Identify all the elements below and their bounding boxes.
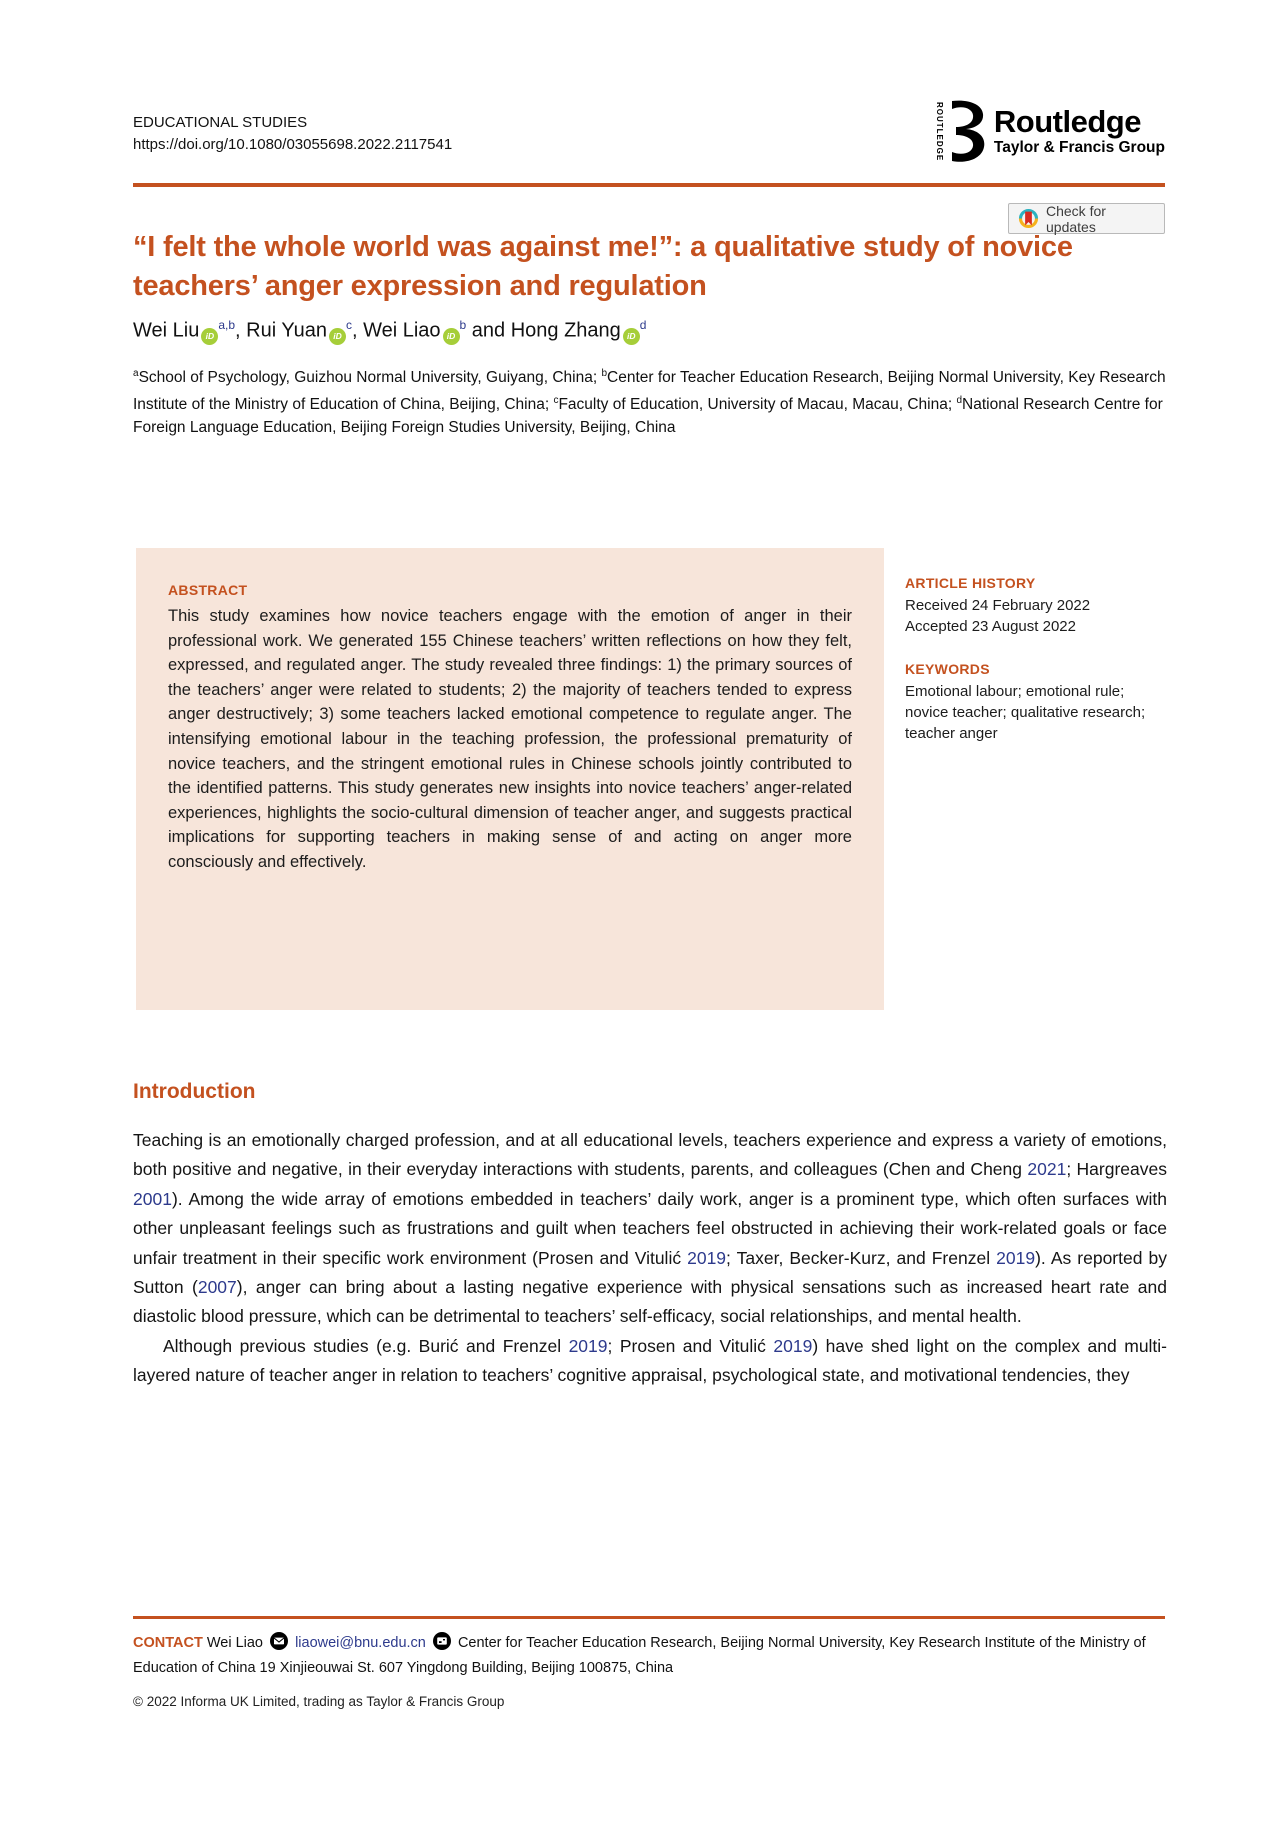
article-title: “I felt the whole world was against me!”: a qualitative study of novice teachers’ anger expression and regulation [133,231,1073,302]
publisher-name: Routledge [993,104,1141,139]
author-separator: and [466,319,511,342]
paragraph-text: ; Hargreaves [1066,1159,1168,1180]
header-divider [133,183,1165,187]
author-affil-sup: d [639,318,647,332]
affiliation-text: Center for Teacher Education Research, Beijing Normal University, Key Research Institute of the Ministry of Education of China, Beijing, China; [133,369,1166,414]
routledge-vertical-label: ROUTLEDGE [934,102,944,162]
orcid-icon[interactable]: iD [329,328,346,345]
affiliations [133,362,1169,439]
envelope-icon [270,1632,288,1657]
citation-link[interactable]: 2001 [133,1188,172,1209]
intro-paragraph-2 [133,1332,1167,1391]
received-date: Received 24 February 2022 [905,597,1091,614]
journal-name: EDUCATIONAL STUDIES [133,114,308,131]
article-meta-column [905,575,1170,744]
orcid-icon[interactable]: iD [201,328,218,345]
citation-link[interactable]: 2019 [996,1247,1036,1268]
paragraph-text: ; Taxer, Becker-Kurz, and Frenzel [726,1247,997,1268]
routledge-colophon-icon [948,100,990,169]
doi-link[interactable]: https://doi.org/10.1080/03055698.2022.2117541 [133,136,453,153]
publisher-names [994,100,1165,158]
intro-paragraph-1 [133,1126,1167,1332]
footer-divider [133,1616,1165,1619]
affiliation-sup: d [956,395,963,407]
paragraph-text: Although previous studies (e.g. Burić and Frenzel [163,1335,569,1356]
abstract-heading: ABSTRACT [168,582,248,598]
author-name: Wei Liu [133,319,200,342]
citation-link[interactable]: 2007 [197,1277,237,1298]
affiliation-sup: c [553,395,559,407]
publisher-group: Taylor & Francis Group [993,139,1165,156]
contact-address: Center for Teacher Education Research, Beijing Normal University, Key Research Institute of the Ministry of Education of China 19 Xinjieouwai St. 607 Yingdong Building, Beijing 100875, China [133,1635,1146,1676]
check-for-updates-label: Check for updates [1046,202,1106,235]
affiliation-text: School of Psychology, Guizhou Normal University, Guiyang, China; [138,369,602,387]
author-separator: , [235,319,247,342]
publisher-logo [934,100,1165,169]
contact-email-link[interactable]: liaowei@bnu.edu.cn [295,1635,426,1651]
authors-line [133,318,1165,345]
author-name: Wei Liao [363,319,441,342]
citation-link[interactable]: 2019 [773,1335,813,1356]
introduction-heading: Introduction [133,1080,256,1103]
author-affil-sup: c [345,318,352,332]
author-name: Hong Zhang [510,319,621,342]
introduction-body [133,1126,1167,1391]
affiliation-text: National Research Centre for Foreign Language Education, Beijing Foreign Studies University, Beijing, China [133,396,1163,437]
page-header [133,100,1165,169]
abstract-text: This study examines how novice teachers engage with the emotion of anger in their professional work. We generated 155 Chinese teachers’ written reflections on how they felt, expressed, and regulated anger. The study revealed three findings: 1) the primary sources of the teachers’ anger were related to students; 2) the majority of teachers tended to express anger destructively; 3) some teachers lacked emotional competence to regulate anger. The intensifying emotional labour in the teaching profession, the professional prematurity of novice teachers, and the stringent emotional rules in Chinese schools jointly contributed to the identified patterns. This study generates new insights into novice teachers’ anger-related experiences, highlights the socio-cultural dimension of teacher anger, and suggests practical implications for supporting teachers in making sense of and acting on anger more consciously and effectively. [168,607,852,871]
contact-label: CONTACT [133,1635,203,1651]
author-affil-sup: b [459,318,467,332]
citation-link[interactable]: 2019 [687,1247,727,1268]
paragraph-text: ) have shed light on the complex and multi-layered nature of teacher anger in relation to teachers’ cognitive appraisal, psychological state, and motivational tendencies, they [133,1335,1168,1386]
article-history-heading: ARTICLE HISTORY [905,575,1036,591]
affiliation-sup: b [601,368,608,379]
journal-info [133,100,452,156]
author-separator: , [351,319,364,342]
abstract-box [136,548,884,1010]
keywords-heading: KEYWORDS [905,661,990,677]
affiliation-sup: a [133,368,139,379]
accepted-date: Accepted 23 August 2022 [905,618,1076,635]
address-icon [433,1632,451,1657]
affiliation-text: Faculty of Education, University of Macau, Macau, China; [558,396,957,414]
orcid-icon[interactable]: iD [443,328,460,345]
author-affil-sup: a,b [218,318,236,332]
contact-name: Wei Liao [206,1635,263,1651]
paragraph-text: Teaching is an emotionally charged profession, and at all educational levels, teachers experience and express a variety of emotions, both positive and negative, in their everyday interactions with students, parents, and colleagues (Chen and Cheng [133,1130,1167,1180]
paragraph-text: ). As reported by Sutton ( [133,1247,1167,1298]
paragraph-text: ), anger can bring about a lasting negative experience with physical sensations such as increased heart rate and diastolic blood pressure, which can be detrimental to teachers’ self-efficacy, social relationships, and mental health. [133,1277,1167,1327]
copyright-line: © 2022 Informa UK Limited, trading as Taylor & Francis Group [133,1694,505,1709]
citation-link[interactable]: 2021 [1027,1159,1067,1180]
author-name: Rui Yuan [246,319,327,342]
orcid-icon[interactable]: iD [623,328,640,345]
citation-link[interactable]: 2019 [568,1335,608,1356]
keywords-text: Emotional labour; emotional rule; novice teacher; qualitative research; teacher anger [905,683,1146,742]
contact-block [133,1632,1169,1679]
paragraph-text: ). Among the wide array of emotions embedded in teachers’ daily work, anger is a prominent type, which often surfaces with other unpleasant feelings such as frustrations and guilt when teachers feel obstructed in achieving their work-related goals or face unfair treatment in their specific work environment (Prosen and Vitulić [133,1188,1167,1268]
crossmark-icon [1018,208,1039,229]
paragraph-text: ; Prosen and Vitulić [607,1335,774,1356]
